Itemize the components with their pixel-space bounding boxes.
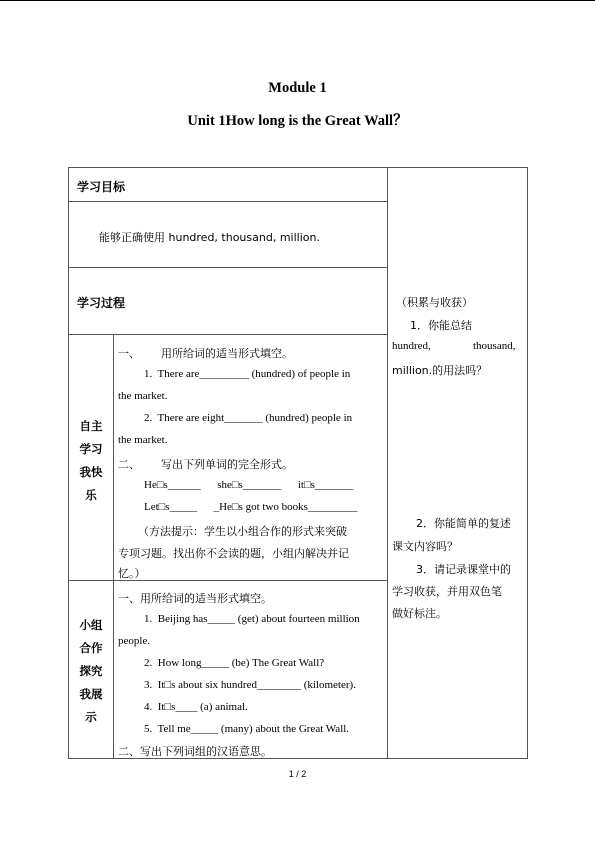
tip-line: （方法提示：学生以小组合作的形式来突破: [138, 525, 347, 538]
notes-line: 3．请记录课堂中的: [416, 563, 511, 576]
label-line: 我展: [79, 687, 103, 701]
section-heading: 一、用所给词的适当形式填空。: [118, 592, 272, 605]
notes-line: 2．你能简单的复述: [416, 517, 511, 530]
goal-heading: 学习目标: [77, 180, 126, 194]
self-study-label: [71, 415, 111, 507]
tip-line: 专项习题。找出你不会读的题，小组内解决并记: [118, 547, 349, 560]
goal-text: 能够正确使用 hundred, thousand, million.: [99, 231, 320, 244]
tip-line: 忆。）: [118, 567, 146, 580]
goal-heading-cell: [68, 167, 388, 202]
exercise-line: 5. Tell me_____ (many) about the Great Wall.: [144, 723, 350, 735]
process-heading-cell: [68, 267, 388, 335]
group-content-cell: [113, 580, 388, 759]
notes-line: thousand,: [473, 340, 516, 352]
self-study-label-cell: [68, 334, 114, 581]
notes-line: （积累与收获）: [396, 296, 473, 309]
goal-text-cell: [68, 201, 388, 268]
notes-line: 1．你能总结: [410, 319, 472, 332]
label-line: 示: [85, 710, 97, 724]
exercise-line: 1. Beijing has_____ (get) about fourteen million: [144, 613, 360, 625]
group-label: [71, 614, 111, 729]
exercise-line: the market.: [118, 390, 168, 402]
label-line: 我快: [79, 465, 103, 479]
notes-line: 学习收获，并用双色笔: [392, 585, 502, 598]
section-heading: 一、 用所给词的适当形式填空。: [118, 347, 293, 360]
exercise-line: 2. How long_____ (be) The Great Wall?: [144, 657, 325, 669]
section-heading: 二、 写出下列单词的完全形式。: [118, 458, 293, 471]
label-line: 乐: [85, 488, 97, 502]
exercise-line: 4. It□s____ (a) animal.: [144, 701, 248, 713]
notes-line: million.的用法吗？: [392, 364, 488, 377]
exercise-line: 3. It□s about six hundred________ (kilometer).: [144, 679, 356, 691]
label-line: 合作: [79, 641, 103, 655]
section-heading: 二、写出下列词组的汉语意思。: [118, 745, 272, 758]
label-line: 学习: [79, 442, 103, 456]
exercise-line: the market.: [118, 434, 168, 446]
exercise-line: He□s______ she□s_______ it□s_______: [144, 479, 354, 491]
exercise-line: people.: [118, 635, 151, 647]
notes-line: hundred,: [392, 340, 431, 352]
top-rule: [0, 0, 595, 1]
unit-title: Unit 1How long is the Great Wall？: [187, 113, 408, 129]
label-line: 探究: [79, 664, 103, 678]
notes-line: 课文内容吗？: [392, 540, 458, 553]
label-line: 自主: [79, 419, 103, 433]
group-label-cell: [68, 580, 114, 759]
module-title: Module 1: [268, 80, 327, 96]
self-study-content-cell: [113, 334, 388, 581]
exercise-line: Let□s_____ _He□s got two books_________: [144, 501, 358, 513]
page-number: 1 / 2: [288, 769, 307, 779]
exercise-line: 1. There are_________ (hundred) of people in: [144, 368, 351, 380]
label-line: 小组: [79, 618, 103, 632]
notes-line: 做好标注。: [392, 607, 447, 620]
exercise-line: 2. There are eight_______ (hundred) people in: [144, 412, 353, 424]
notes-column: [387, 167, 528, 759]
process-heading: 学习过程: [77, 296, 126, 310]
